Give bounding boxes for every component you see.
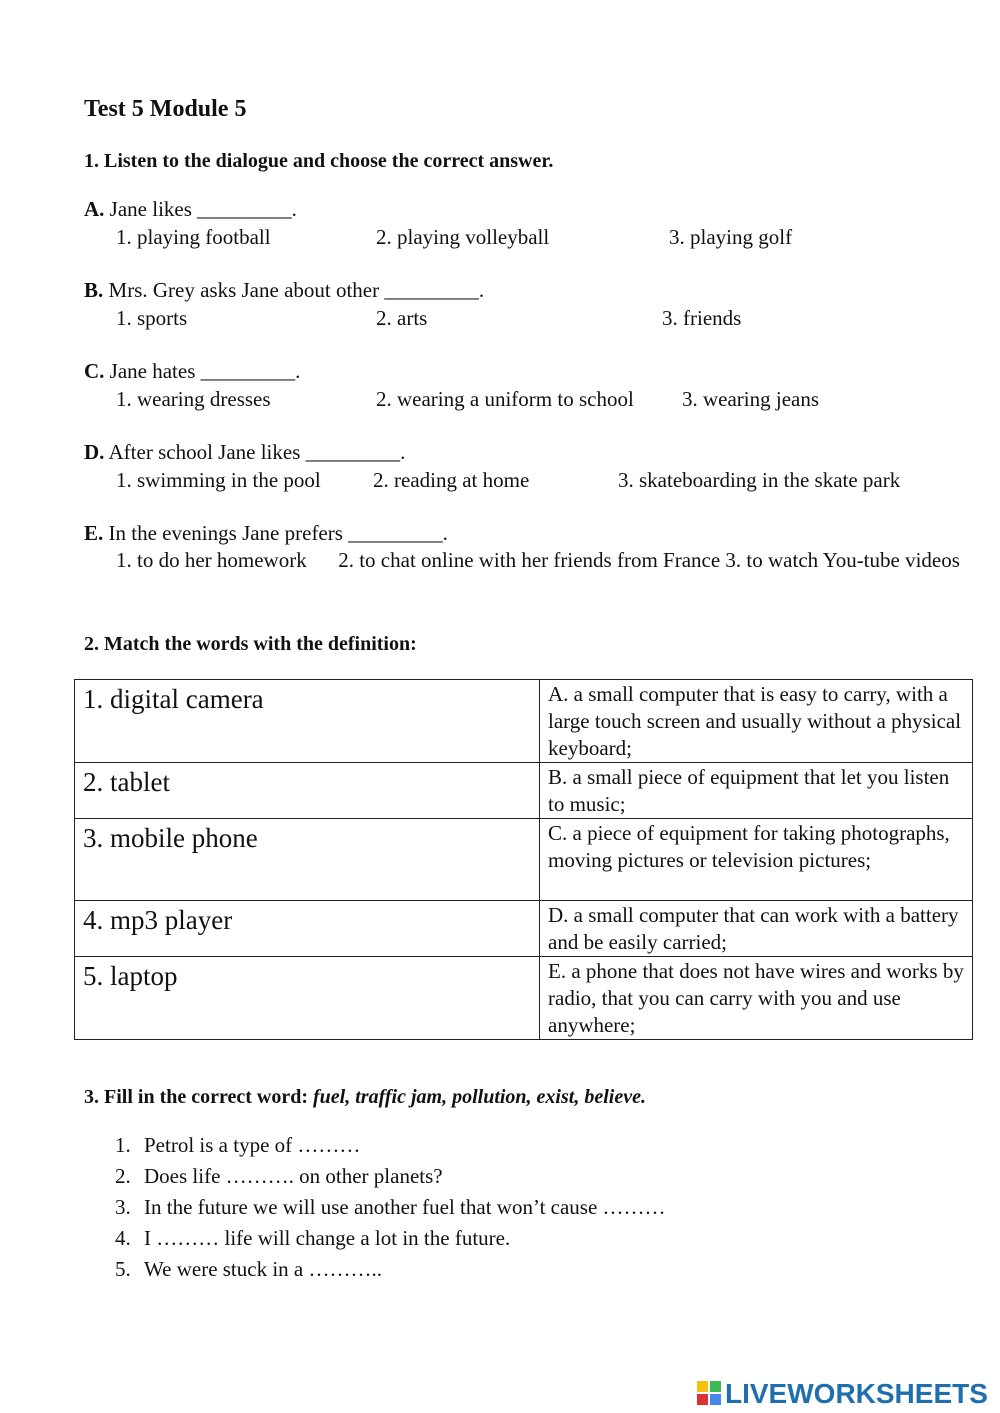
list-item xyxy=(115,1223,666,1254)
option-1[interactable]: 1. swimming in the pool xyxy=(116,468,321,492)
question-letter: A. xyxy=(84,197,105,221)
item-text: I ……… life will change a lot in the future. xyxy=(144,1226,511,1250)
options-line: 1. to do her homework 2. to chat online with her friends from France 3. to watch You-tube videos xyxy=(116,548,960,572)
list-item xyxy=(115,1130,666,1161)
question-letter: E. xyxy=(84,521,104,545)
list-item xyxy=(115,1161,666,1192)
item-text: Petrol is a type of ……… xyxy=(144,1133,361,1157)
table-row xyxy=(75,901,973,957)
question-letter: B. xyxy=(84,278,104,302)
section3-heading xyxy=(84,1086,646,1109)
table-row xyxy=(75,819,973,901)
fill-in-list xyxy=(115,1130,666,1285)
liveworksheets-logo xyxy=(697,1377,988,1411)
page-title: Test 5 Module 5 xyxy=(84,96,247,122)
option-2[interactable]: 2. arts xyxy=(376,306,428,330)
section1-heading: 1. Listen to the dialogue and choose the correct answer. xyxy=(84,150,554,172)
logo-square-3 xyxy=(697,1394,708,1405)
options-row xyxy=(84,224,974,251)
item-number: 1. xyxy=(115,1133,131,1157)
definition-cell: B. a small piece of equipment that let you listen to music; xyxy=(540,763,973,819)
option-1[interactable]: 1. wearing dresses xyxy=(116,387,271,411)
logo-text: LIVEWORKSHEETS xyxy=(725,1378,988,1409)
question-text: In the evenings Jane prefers _________. xyxy=(108,521,448,545)
table-row xyxy=(75,763,973,819)
options-row xyxy=(84,386,974,413)
logo-mark-icon xyxy=(697,1381,723,1407)
question-letter: C. xyxy=(84,359,105,383)
definition-cell: C. a piece of equipment for taking photographs, moving pictures or television pictures; xyxy=(540,819,973,901)
options-row xyxy=(84,305,974,332)
option-3[interactable]: 3. friends xyxy=(662,306,742,330)
question-text: Jane likes _________. xyxy=(109,197,297,221)
question-e xyxy=(84,520,964,574)
question-text: Jane hates _________. xyxy=(109,359,301,383)
question-text: Mrs. Grey asks Jane about other _________. xyxy=(108,278,485,302)
option-2[interactable]: 2. wearing a uniform to school xyxy=(376,387,634,411)
item-number: 5. xyxy=(115,1257,131,1281)
logo-square-1 xyxy=(697,1381,708,1392)
definition-cell: D. a small computer that can work with a battery and be easily carried; xyxy=(540,901,973,957)
item-text: In the future we will use another fuel that won’t cause ……… xyxy=(144,1195,666,1219)
item-text: Does life ………. on other planets? xyxy=(144,1164,443,1188)
question-c xyxy=(84,358,974,413)
logo-square-2 xyxy=(710,1381,721,1392)
word-cell: 5. laptop xyxy=(75,957,540,1040)
question-letter: D. xyxy=(84,440,105,464)
option-2[interactable]: 2. playing volleyball xyxy=(376,225,550,249)
question-b xyxy=(84,277,974,332)
option-3[interactable]: 3. wearing jeans xyxy=(682,387,820,411)
item-text: We were stuck in a ……….. xyxy=(144,1257,382,1281)
option-3[interactable]: 3. skateboarding in the skate park xyxy=(618,468,901,492)
item-number: 2. xyxy=(115,1164,131,1188)
table-row xyxy=(75,680,973,763)
matching-table xyxy=(74,679,973,1040)
option-2[interactable]: 2. reading at home xyxy=(373,468,530,492)
list-item xyxy=(115,1254,666,1285)
word-cell: 3. mobile phone xyxy=(75,819,540,901)
list-item xyxy=(115,1192,666,1223)
word-cell: 4. mp3 player xyxy=(75,901,540,957)
question-a xyxy=(84,196,974,251)
item-number: 4. xyxy=(115,1226,131,1250)
definition-cell: A. a small computer that is easy to carry, with a large touch screen and usually without a physical keyboard; xyxy=(540,680,973,763)
logo-square-4 xyxy=(710,1394,721,1405)
question-d xyxy=(84,439,974,494)
word-cell: 2. tablet xyxy=(75,763,540,819)
option-1[interactable]: 1. sports xyxy=(116,306,188,330)
option-3[interactable]: 3. playing golf xyxy=(669,225,793,249)
option-1[interactable]: 1. playing football xyxy=(116,225,271,249)
question-text: After school Jane likes _________. xyxy=(108,440,406,464)
section2-heading: 2. Match the words with the definition: xyxy=(84,633,417,655)
table-row xyxy=(75,957,973,1040)
word-bank: fuel, traffic jam, pollution, exist, believe. xyxy=(313,1086,646,1108)
item-number: 3. xyxy=(115,1195,131,1219)
options-row xyxy=(84,467,974,494)
section3-heading-prefix: 3. Fill in the correct word: xyxy=(84,1086,314,1108)
word-cell: 1. digital camera xyxy=(75,680,540,763)
definition-cell: E. a phone that does not have wires and works by radio, that you can carry with you and use anywhere; xyxy=(540,957,973,1040)
